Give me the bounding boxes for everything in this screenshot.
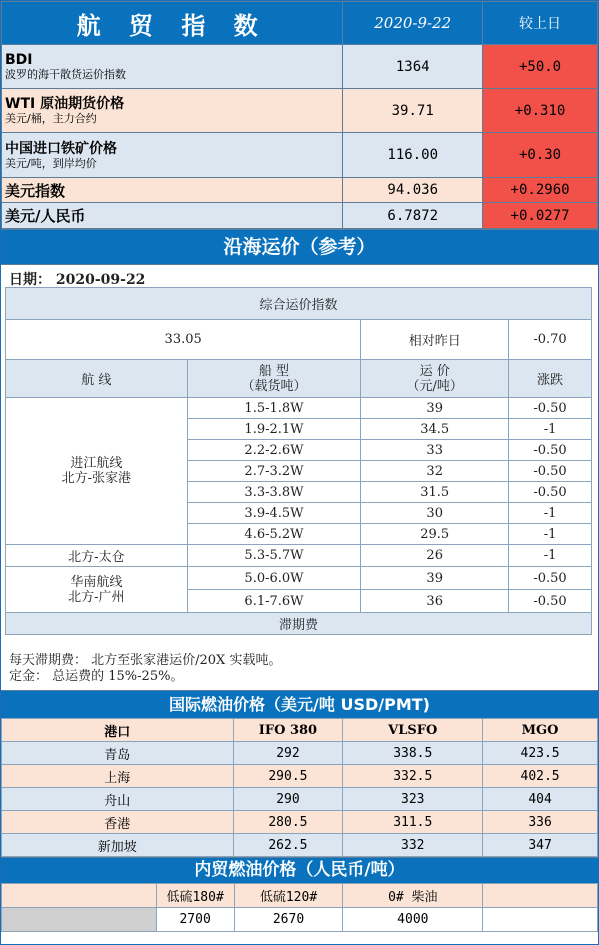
index-desc: 波罗的海干散货运价指数 [5, 68, 126, 81]
col-lsfo120: 低硫120# [234, 884, 343, 908]
vs-yesterday-value: -0.70 [509, 320, 592, 360]
index-value: 94.036 [343, 178, 483, 203]
table-row [2, 811, 598, 834]
index-change: +0.310 [483, 89, 598, 133]
freight-price: 33 [361, 440, 509, 461]
demurrage-label: 滞期费 [6, 613, 592, 635]
col-ifo380: IFO 380 [233, 719, 343, 742]
freight-price: 31.5 [361, 482, 509, 503]
price-change: -0.50 [509, 461, 592, 482]
vlsfo-price: 338.5 [343, 742, 483, 765]
domestic-header-row [2, 884, 598, 908]
index-desc: 美元/桶，主力合约 [5, 112, 97, 125]
intl-fuel-table [1, 718, 598, 857]
coastal-column-header [6, 360, 592, 398]
diesel-price: 4000 [343, 908, 483, 932]
composite-header-row [6, 288, 592, 320]
route-line2: 北方-广州 [68, 589, 125, 605]
index-change: +50.0 [483, 45, 598, 89]
lsfo180-price: 2700 [156, 908, 234, 932]
freight-price: 36 [361, 590, 509, 613]
route-taicang: 北方-太仓 [6, 545, 188, 567]
ship-type: 5.3-5.7W [187, 545, 361, 567]
col-diesel: 0# 柴油 [343, 884, 483, 908]
freight-price: 30 [361, 503, 509, 524]
index-change: +0.30 [483, 133, 598, 178]
price-change: -0.50 [509, 590, 592, 613]
price-change: -0.50 [509, 567, 592, 590]
col-mgo: MGO [483, 719, 598, 742]
domestic-fuel-title: 内贸燃油价格（人民币/吨） [1, 857, 598, 883]
domestic-header-blank [483, 884, 598, 908]
index-row-bdi [2, 45, 598, 89]
price-change: -1 [509, 503, 592, 524]
note-demurrage: 每天滞期费： 北方至张家港运价/20X 实载吨。 [9, 653, 282, 668]
route-line1: 华南航线 [70, 574, 123, 590]
table-row [2, 765, 598, 788]
port-name: 青岛 [2, 742, 234, 765]
vlsfo-price: 323 [343, 788, 483, 811]
domestic-fuel-table [1, 883, 598, 932]
index-header-row [2, 2, 598, 45]
index-row-wti [2, 89, 598, 133]
index-desc: 美元/吨，到岸均价 [5, 156, 97, 170]
col-price-line2: （元/吨） [406, 378, 463, 394]
freight-price: 39 [361, 567, 509, 590]
index-change: +0.0277 [483, 203, 598, 229]
lsfo120-price: 2670 [234, 908, 343, 932]
ship-type: 3.9-4.5W [187, 503, 361, 524]
index-name-cell [2, 45, 343, 89]
index-name-cell [2, 133, 343, 178]
port-name: 新加坡 [2, 834, 234, 857]
route-jiangjiang [6, 398, 188, 545]
index-row-iron-ore [2, 133, 598, 178]
index-row-usd-index [2, 178, 598, 203]
demurrage-row [6, 613, 592, 635]
col-lsfo180: 低硫180# [156, 884, 234, 908]
vs-yesterday-label: 相对昨日 [361, 320, 509, 360]
freight-price: 26 [361, 545, 509, 567]
composite-label: 综合运价指数 [6, 288, 592, 320]
price-change: -0.50 [509, 440, 592, 461]
ship-type: 5.0-6.0W [187, 567, 361, 590]
index-change: +0.2960 [483, 178, 598, 203]
price-change: -1 [509, 524, 592, 545]
index-name: 美元/人民币 [2, 203, 343, 229]
port-name: 香港 [2, 811, 234, 834]
col-port: 港口 [2, 719, 234, 742]
mgo-price: 347 [483, 834, 598, 857]
coastal-date: 日期： 2020-09-22 [9, 272, 146, 288]
ifo380-price: 292 [233, 742, 343, 765]
composite-value-row [6, 320, 592, 360]
index-value: 116.00 [343, 133, 483, 178]
col-ship-line2: （载货吨） [241, 378, 307, 394]
vlsfo-price: 332.5 [343, 765, 483, 788]
freight-price: 39 [361, 398, 509, 419]
intl-fuel-title: 国际燃油价格（美元/吨 USD/PMT) [1, 690, 598, 718]
coastal-title: 沿海运价（参考） [1, 229, 598, 264]
table-row [2, 742, 598, 765]
ship-type: 4.6-5.2W [187, 524, 361, 545]
composite-value: 33.05 [6, 320, 361, 360]
freight-price: 32 [361, 461, 509, 482]
ship-type: 1.9-2.1W [187, 419, 361, 440]
index-row-usd-cny [2, 203, 598, 229]
index-name-cell [2, 89, 343, 133]
ifo380-price: 280.5 [233, 811, 343, 834]
mgo-price: 404 [483, 788, 598, 811]
col-vlsfo: VLSFO [343, 719, 483, 742]
coastal-notes [9, 653, 281, 685]
mgo-price: 336 [483, 811, 598, 834]
col-price-line1: 运 价 [419, 363, 450, 379]
mgo-price: 423.5 [483, 742, 598, 765]
ship-type: 6.1-7.6W [187, 590, 361, 613]
report-date: 2020-9-22 [343, 2, 483, 45]
domestic-value-row [2, 908, 598, 932]
table-row [2, 834, 598, 857]
table-row [6, 398, 592, 419]
coastal-table [5, 287, 592, 635]
compare-label: 较上日 [483, 2, 598, 45]
coastal-section [1, 264, 598, 690]
price-change: -0.50 [509, 398, 592, 419]
route-line1: 进江航线 [70, 456, 123, 471]
mgo-price: 402.5 [483, 765, 598, 788]
port-name: 上海 [2, 765, 234, 788]
index-name: 中国进口铁矿价格 [5, 140, 117, 157]
price-change: -0.50 [509, 482, 592, 503]
col-change: 涨跌 [509, 360, 592, 398]
ifo380-price: 290 [233, 788, 343, 811]
table-row [6, 545, 592, 567]
ship-type: 2.2-2.6W [187, 440, 361, 461]
freight-price: 34.5 [361, 419, 509, 440]
index-table [1, 1, 598, 229]
domestic-value-blank [483, 908, 598, 932]
page-title: 航 贸 指 数 [2, 2, 343, 45]
index-value: 1364 [343, 45, 483, 89]
price-change: -1 [509, 545, 592, 567]
index-name: BDI [5, 52, 33, 68]
ifo380-price: 262.5 [233, 834, 343, 857]
ship-type: 2.7-3.2W [187, 461, 361, 482]
col-price [361, 360, 509, 398]
freight-price: 29.5 [361, 524, 509, 545]
col-route: 航 线 [6, 360, 188, 398]
route-line2: 北方-张家港 [61, 471, 132, 486]
route-huanan [6, 567, 188, 613]
vlsfo-price: 332 [343, 834, 483, 857]
port-name: 舟山 [2, 788, 234, 811]
col-ship-line1: 船 型 [258, 363, 290, 379]
domestic-header-blank [2, 884, 157, 908]
price-change: -1 [509, 419, 592, 440]
index-value: 6.7872 [343, 203, 483, 229]
table-row [2, 788, 598, 811]
fuel-header-row [2, 719, 598, 742]
ship-type: 3.3-3.8W [187, 482, 361, 503]
vlsfo-price: 311.5 [343, 811, 483, 834]
index-name: WTI 原油期货价格 [5, 96, 125, 112]
domestic-value-blank [2, 908, 157, 932]
table-row [6, 567, 592, 590]
index-value: 39.71 [343, 89, 483, 133]
col-ship-type [187, 360, 361, 398]
note-deposit: 定金： 总运费的 15%-25%。 [9, 669, 184, 684]
index-name: 美元指数 [2, 178, 343, 203]
ifo380-price: 290.5 [233, 765, 343, 788]
ship-type: 1.5-1.8W [187, 398, 361, 419]
